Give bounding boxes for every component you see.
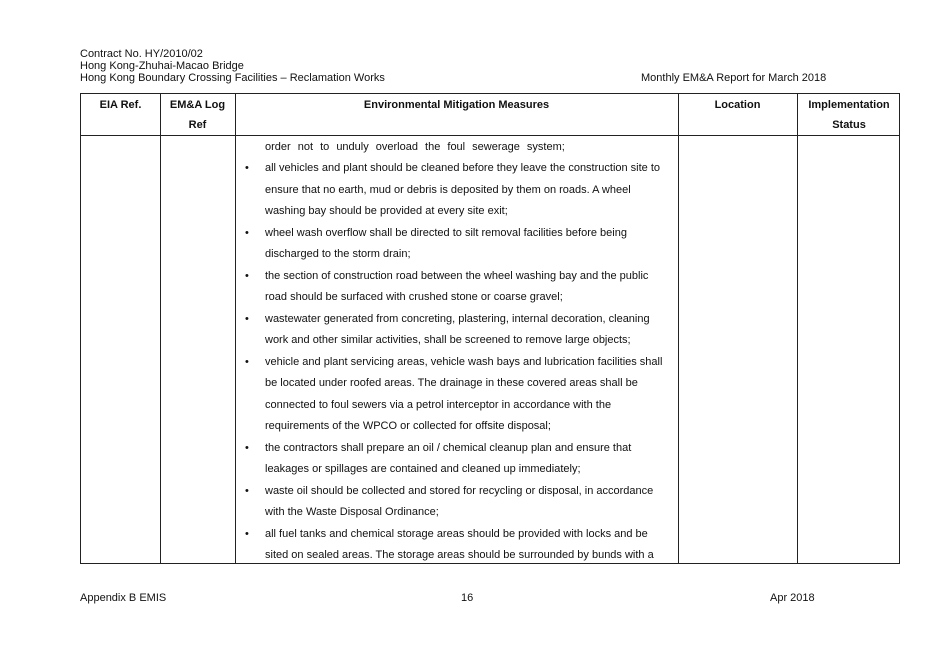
column-divider (160, 94, 161, 563)
bullet-line: all fuel tanks and chemical storage areas should be provided with locks and be (265, 527, 648, 540)
bullet-icon: • (245, 269, 249, 282)
list-item (236, 223, 676, 266)
bullet-line: wheel wash overflow shall be directed to silt removal facilities before being (265, 226, 627, 239)
footer-appendix: Appendix B EMIS (80, 592, 167, 604)
header-measures: Environmental Mitigation Measures (363, 99, 550, 111)
project-name: Hong Kong-Zhuhai-Macao Bridge (80, 60, 244, 72)
bullet-line: requirements of the WPCO or collected for offsite disposal; (265, 420, 551, 432)
bullet-line: sited on sealed areas. The storage areas should be surrounded by bunds with a (265, 549, 654, 561)
bullet-text (265, 481, 685, 524)
list-item (236, 438, 676, 481)
bullet-line: ensure that no earth, mud or debris is deposited by them on roads. A wheel (265, 183, 631, 196)
page-number: 16 (461, 592, 474, 604)
header-ema-log: EM&A Log (169, 99, 226, 111)
bullet-line: the section of construction road between the wheel washing bay and the public (265, 269, 649, 282)
bullet-text (265, 352, 685, 438)
header-ema-log-ref: Ref (188, 119, 207, 131)
bullet-text (265, 158, 685, 223)
works-name: Hong Kong Boundary Crossing Facilities – Reclamation Works (80, 72, 385, 84)
bullet-line: the contractors shall prepare an oil / chemical cleanup plan and ensure that (265, 441, 632, 454)
bullet-line: work and other similar activities, shall be screened to remove large objects; (265, 334, 631, 346)
bullet-icon: • (245, 441, 249, 454)
bullet-text (265, 309, 685, 352)
report-title: Monthly EM&A Report for March 2018 (641, 72, 827, 84)
bullet-icon: • (245, 355, 249, 368)
bullet-line: wastewater generated from concreting, plastering, internal decoration, cleaning (265, 312, 650, 325)
list-item (236, 352, 676, 438)
bullet-line: washing bay should be provided at every site exit; (265, 205, 508, 217)
bullet-text (265, 223, 685, 266)
mitigation-table (80, 93, 900, 564)
header-eia-ref: EIA Ref. (99, 99, 142, 111)
bullet-line: waste oil should be collected and stored for recycling or disposal, in accordance (265, 484, 654, 497)
header-implementation: Implementation (808, 99, 890, 111)
list-item (236, 266, 676, 309)
header-status: Status (832, 119, 866, 131)
bullet-line: vehicle and plant servicing areas, vehicle wash bays and lubrication facilities shall (265, 355, 663, 368)
header-location: Location (714, 99, 761, 111)
bullet-text (265, 438, 685, 481)
bullet-line: with the Waste Disposal Ordinance; (265, 506, 439, 518)
bullet-line: road should be surfaced with crushed stone or coarse gravel; (265, 291, 563, 303)
header-divider (81, 135, 899, 136)
column-divider (797, 94, 798, 563)
continued-text: order not to unduly overload the foul sewerage system; (265, 141, 565, 153)
list-item (236, 158, 676, 223)
bullet-line: connected to foul sewers via a petrol interceptor in accordance with the (265, 398, 612, 411)
bullet-line: leakages or spillages are contained and cleaned up immediately; (265, 463, 581, 475)
bullet-icon: • (245, 527, 249, 540)
bullet-text (265, 524, 685, 567)
list-item (236, 524, 676, 567)
contract-number: Contract No. HY/2010/02 (80, 48, 203, 60)
bullet-line: all vehicles and plant should be cleaned before they leave the construction site to (265, 162, 661, 174)
bullet-line: discharged to the storm drain; (265, 248, 411, 260)
list-item (236, 481, 676, 524)
bullet-icon: • (245, 312, 249, 325)
list-item (236, 309, 676, 352)
bullet-text (265, 266, 685, 309)
bullet-line: be located under roofed areas. The drainage in these covered areas shall be (265, 377, 638, 389)
bullet-icon: • (245, 484, 249, 497)
footer-date: Apr 2018 (770, 592, 815, 604)
bullet-icon: • (245, 226, 249, 239)
bullet-icon: • (245, 162, 249, 174)
